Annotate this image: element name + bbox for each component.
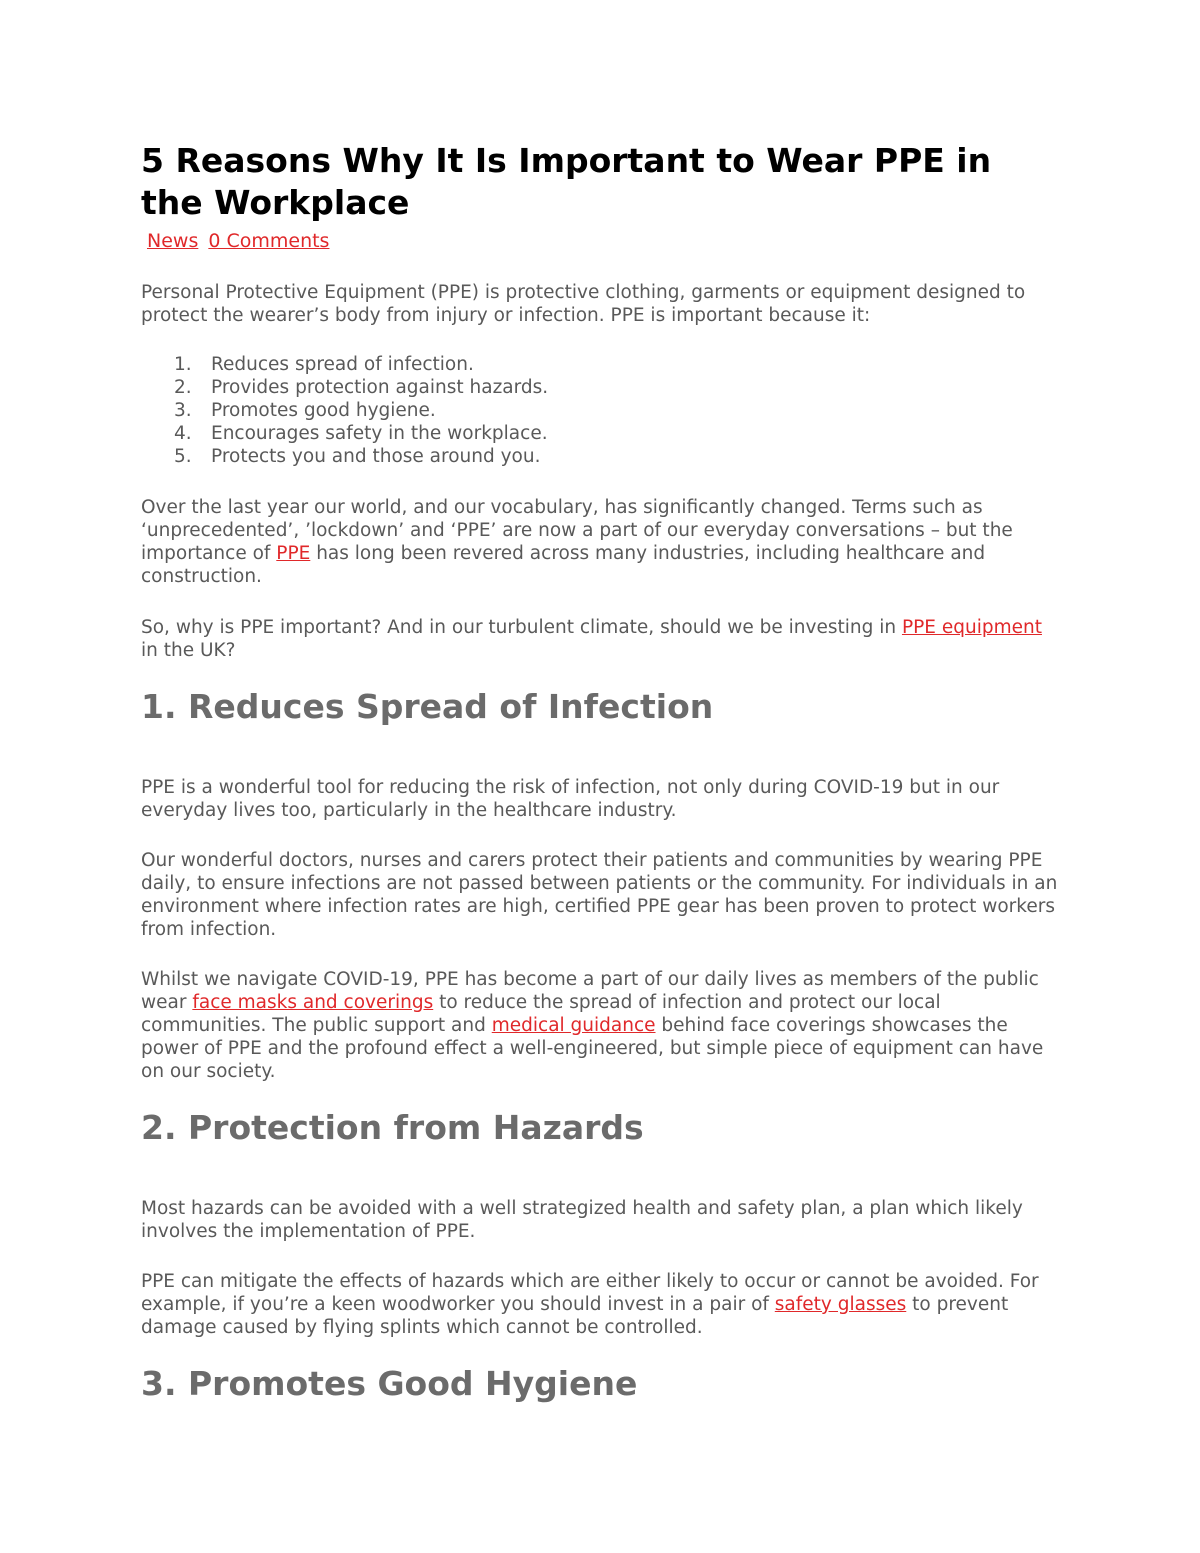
section-heading-3: 3. Promotes Good Hygiene [141,1364,638,1403]
ppe-equipment-link[interactable]: PPE equipment [901,617,1042,638]
list-item: 3. Promotes good hygiene. [174,400,436,421]
section-heading-2: 2. Protection from Hazards [141,1108,644,1147]
section2-paragraph-1: Most hazards can be avoided with a well strategized health and safety plan, a plan which likely involves the implementation of PPE. [141,1198,1023,1242]
article-meta [147,228,1061,254]
section2-paragraph-2: PPE can mitigate the effects of hazards which are either likely to occur or cannot be avoided. For example, if you’re a keen woodworker you should invest in a pair of safety glasses to prevent damage caused by flying splints which cannot be controlled. [141,1271,1039,1338]
safety-glasses-link[interactable]: safety glasses [774,1294,907,1315]
article-title: 5 Reasons Why It Is Important to Wear PPE in the Workplace [141,141,992,222]
question-paragraph: So, why is PPE important? And in our turbulent climate, should we be investing in PPE equipment in the UK? [141,617,1042,661]
section-heading-1: 1. Reduces Spread of Infection [141,687,714,726]
section1-paragraph-2: Our wonderful doctors, nurses and carers protect their patients and communities by wearing PPE daily, to ensure infections are not passed between patients or the community. For individuals in an environment where infection rates are high, certified PPE gear has been proven to protect workers from infection. [141,850,1058,940]
list-item: 1. Reduces spread of infection. [174,354,474,375]
article [141,140,1061,1404]
reasons-list [141,353,1061,468]
face-masks-link[interactable]: face masks and coverings [192,992,434,1013]
section1-paragraph-3: Whilst we navigate COVID-19, PPE has become a part of our daily lives as members of the public wear face masks and coverings to reduce the spread of infection and protect our local communities. The public support and medical guidance behind face coverings showcases the power of PPE and the profound effect a well-engineered, but simple piece of equipment can have on our society. [141,969,1044,1082]
list-item: 4. Encourages safety in the workplace. [174,423,548,444]
section1-paragraph-1: PPE is a wonderful tool for reducing the risk of infection, not only during COVID-19 but in our everyday lives too, particularly in the healthcare industry. [141,777,1000,821]
intro-paragraph: Personal Protective Equipment (PPE) is protective clothing, garments or equipment designed to protect the wearer’s body from injury or infection. PPE is important because it: [141,282,1026,326]
medical-guidance-link[interactable]: medical guidance [491,1015,656,1036]
list-item: 2. Provides protection against hazards. [174,377,549,398]
ppe-link[interactable]: PPE [276,543,311,564]
list-item: 5. Protects you and those around you. [174,446,541,467]
comments-link[interactable]: 0 Comments [208,230,330,252]
category-link[interactable]: News [147,230,199,252]
vocabulary-paragraph: Over the last year our world, and our vocabulary, has significantly changed. Terms such as ‘unprecedented’, ’lockdown’ and ‘PPE’ are now a part of our everyday conversations – but the importance of PPE has long been revered across many industries, including healthcare and construction. [141,497,1013,587]
